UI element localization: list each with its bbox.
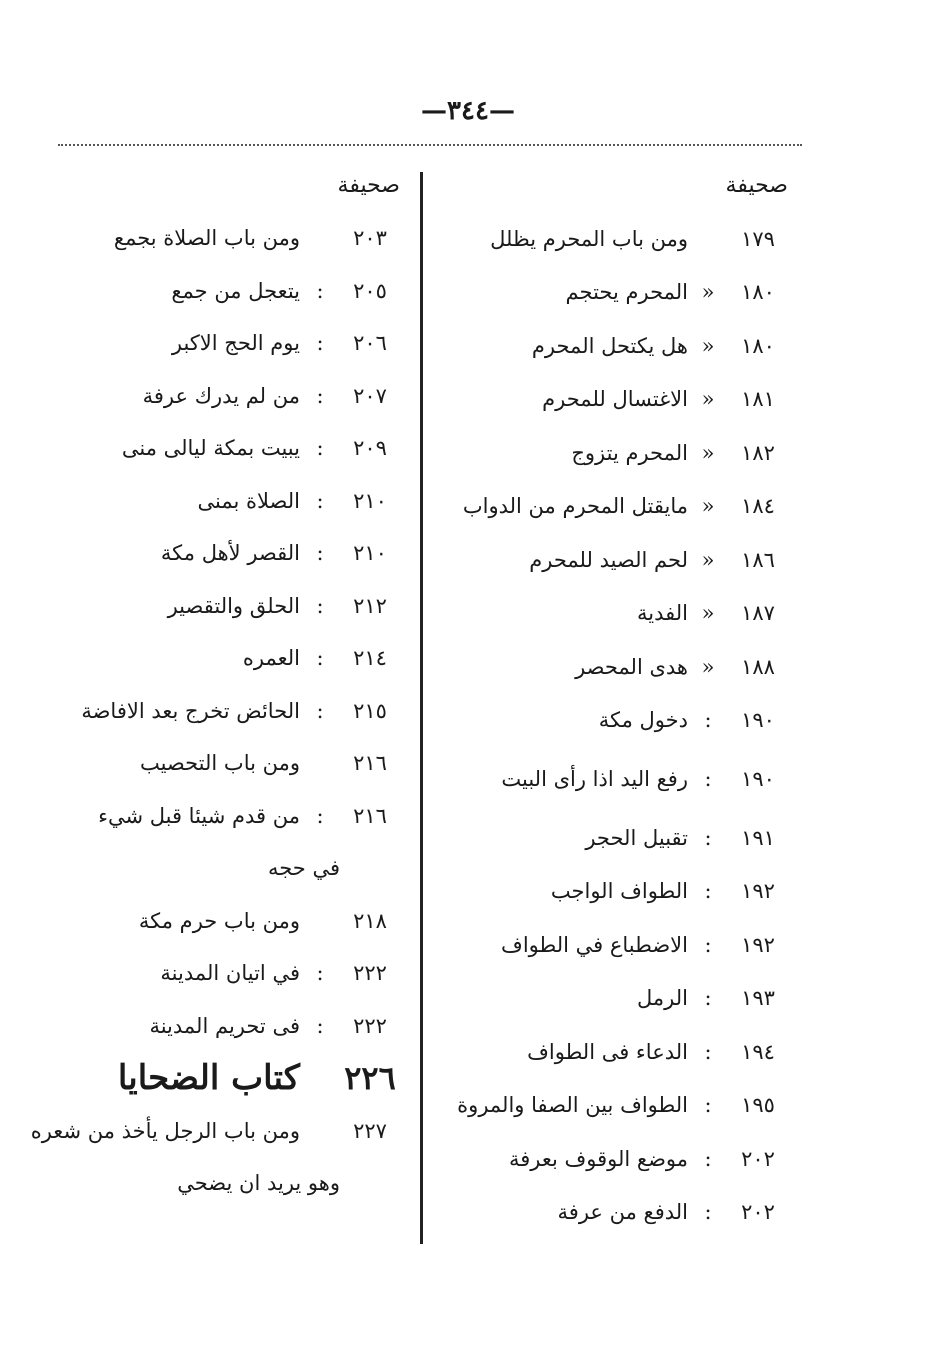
page-number: —٣٤٤— — [421, 96, 515, 126]
entry-title: في اتيان المدينة — [160, 961, 300, 986]
index-column-left — [30, 164, 400, 1210]
ditto-mark: « — [701, 494, 715, 519]
index-entry — [40, 422, 400, 475]
index-entry — [428, 1186, 788, 1240]
column-header: صحيفة — [725, 173, 788, 198]
ditto-mark: : — [704, 825, 712, 850]
index-entry — [428, 212, 788, 266]
index-entry — [428, 1132, 788, 1186]
index-entry — [428, 480, 788, 534]
index-entry — [428, 1025, 788, 1079]
entry-title: الطواف الواجب — [550, 879, 688, 904]
page-ref: ٢١٠ — [353, 541, 387, 566]
page-ref: ٢٢٢ — [353, 1013, 387, 1038]
ditto-mark: « — [701, 333, 715, 358]
entry-title: هدى المحصر — [575, 654, 688, 679]
ditto-mark: : — [316, 646, 324, 671]
page-ref: ٢٢٢ — [353, 961, 387, 986]
ditto-mark: « — [701, 654, 715, 679]
entry-title: الرمل — [637, 986, 688, 1011]
ditto-mark: : — [316, 278, 324, 303]
entry-title: رفع اليد اذا رأى البيت — [501, 767, 688, 791]
index-entry — [428, 266, 788, 320]
index-entry — [40, 1000, 400, 1053]
page-ref: ١٩٠ — [741, 708, 775, 733]
page-ref: ٢٠٣ — [353, 226, 387, 251]
entry-title: ومن باب المحرم يظلل — [490, 226, 688, 251]
index-entry — [40, 317, 400, 370]
entry-title: الحائض تخرج بعد الافاضة — [81, 698, 300, 723]
ditto-mark: : — [316, 1013, 324, 1038]
index-entry — [428, 533, 788, 587]
column-header: صحيفة — [337, 173, 400, 198]
ditto-mark: : — [704, 1093, 712, 1118]
page-ref: ٢٠٢ — [741, 1200, 775, 1225]
page-ref: ١٩٤ — [741, 1039, 775, 1064]
index-entry — [40, 475, 400, 528]
ditto-mark: : — [704, 1039, 712, 1064]
book-section-heading — [40, 1052, 400, 1105]
page-ref: ١٨٦ — [741, 547, 775, 572]
entry-title: دخول مكة — [598, 708, 688, 733]
ditto-mark: : — [704, 932, 712, 957]
index-entry — [428, 972, 788, 1026]
page-ref: ٢٠٧ — [353, 383, 387, 408]
page-ref: ١٨٤ — [741, 494, 775, 519]
entry-title: من لم يدرك عرفة — [142, 383, 300, 408]
entry-title: الصلاة بمنى — [197, 488, 300, 513]
page-ref: ٢٠٩ — [353, 436, 387, 461]
index-entry — [40, 895, 400, 948]
ditto-mark: : — [704, 767, 712, 791]
page-ref: ١٨١ — [741, 387, 775, 412]
index-entry — [428, 694, 788, 748]
ditto-mark: : — [316, 961, 324, 986]
column-divider — [420, 172, 423, 1244]
page-ref: ١٩٣ — [741, 986, 775, 1011]
header-divider — [58, 144, 802, 146]
page-ref: ١٨٧ — [741, 601, 775, 626]
index-entry — [428, 426, 788, 480]
page-ref: ٢١٦ — [353, 751, 387, 776]
index-entry-continuation — [40, 1157, 400, 1210]
ditto-mark: : — [704, 1200, 712, 1225]
entry-title: المحرم يحتجم — [565, 280, 688, 305]
page-ref: ١٨٨ — [741, 654, 775, 679]
entry-title: تقبيل الحجر — [585, 825, 688, 850]
index-entry-continuation — [40, 842, 400, 895]
entry-title: يوم الحج الاكبر — [171, 331, 300, 356]
index-entry — [40, 580, 400, 633]
ditto-mark: : — [316, 803, 324, 828]
entry-title: في حجه — [267, 856, 340, 881]
ditto-mark: : — [704, 879, 712, 904]
ditto-mark: : — [316, 488, 324, 513]
page-ref: ١٧٩ — [741, 226, 775, 251]
entry-title: ومن باب الرجل يأخذ من شعره — [30, 1118, 300, 1143]
page-ref: ٢٢٧ — [353, 1118, 387, 1143]
index-entry — [428, 373, 788, 427]
ditto-mark: : — [316, 541, 324, 566]
section-title: كتاب الضحايا — [117, 1058, 300, 1099]
page-ref: ٢٠٢ — [741, 1146, 775, 1171]
entry-title: ومن باب الصلاة بجمع — [113, 226, 300, 251]
page-ref: ٢١٨ — [353, 908, 387, 933]
entry-title: الدعاء فى الطواف — [527, 1039, 688, 1064]
entry-title: الفدية — [637, 601, 688, 626]
entry-title: الحلق والتقصير — [167, 593, 300, 618]
page-ref: ١٨٢ — [741, 440, 775, 465]
entry-title: يبيت بمكة ليالى منى — [121, 436, 300, 461]
index-entry — [30, 1105, 400, 1158]
ditto-mark: « — [701, 440, 715, 465]
ditto-mark: : — [316, 436, 324, 461]
ditto-mark: : — [316, 331, 324, 356]
ditto-mark: : — [316, 383, 324, 408]
index-entry — [40, 790, 400, 843]
entry-title: ومن باب التحصيب — [139, 751, 300, 776]
page-ref: ١٨٠ — [741, 333, 775, 358]
ditto-mark: : — [704, 1146, 712, 1171]
ditto-mark: : — [316, 593, 324, 618]
entry-title: الطواف بين الصفا والمروة — [457, 1093, 688, 1118]
ditto-mark: : — [316, 698, 324, 723]
index-entry — [428, 811, 788, 865]
entry-title: العمره — [242, 646, 300, 671]
index-entry — [428, 587, 788, 641]
entry-title: من قدم شيئا قبل شيء — [98, 803, 300, 828]
page-ref: ٢١٠ — [353, 488, 387, 513]
ditto-mark: : — [704, 986, 712, 1011]
index-entry — [40, 527, 400, 580]
page-ref: ١٩٥ — [741, 1093, 775, 1118]
page-ref: ١٨٠ — [741, 280, 775, 305]
entry-title: الدفع من عرفة — [557, 1200, 688, 1225]
ditto-mark: « — [701, 387, 715, 412]
index-column-right — [428, 164, 788, 1239]
entry-title: يتعجل من جمع — [171, 278, 300, 303]
ditto-mark: « — [701, 547, 715, 572]
index-entry — [428, 918, 788, 972]
page-ref: ٢١٥ — [353, 698, 387, 723]
index-entry — [428, 747, 788, 811]
index-entry — [40, 265, 400, 318]
index-entry — [40, 370, 400, 423]
page-ref: ١٩٢ — [741, 879, 775, 904]
entry-title: مايقتل المحرم من الدواب — [462, 494, 688, 519]
page-ref: ٢٢٦ — [344, 1059, 396, 1098]
entry-title: وهو يريد ان يضحي — [177, 1171, 340, 1196]
index-entry — [428, 640, 788, 694]
index-entry — [40, 685, 400, 738]
entry-title: فى تحريم المدينة — [149, 1013, 300, 1038]
index-entry — [428, 319, 788, 373]
page-ref: ٢٠٥ — [353, 278, 387, 303]
ditto-mark: : — [704, 708, 712, 733]
page-ref: ٢١٦ — [353, 803, 387, 828]
index-entry — [428, 1079, 788, 1133]
entry-title: المحرم يتزوج — [571, 440, 688, 465]
index-entry — [40, 737, 400, 790]
entry-title: الاغتسال للمحرم — [542, 387, 688, 412]
ditto-mark: « — [701, 601, 715, 626]
entry-title: لحم الصيد للمحرم — [529, 547, 688, 572]
index-entry — [428, 865, 788, 919]
index-entry — [40, 632, 400, 685]
index-entry — [40, 947, 400, 1000]
page-ref: ١٩٠ — [741, 767, 775, 791]
entry-title: القصر لأهل مكة — [160, 541, 300, 566]
page-ref: ٢١٤ — [353, 646, 387, 671]
page-ref: ١٩٢ — [741, 932, 775, 957]
page-ref: ٢١٢ — [353, 593, 387, 618]
page-ref: ١٩١ — [741, 825, 775, 850]
entry-title: الاضطباع في الطواف — [501, 932, 688, 957]
entry-title: ومن باب حرم مكة — [138, 908, 300, 933]
index-entry — [40, 212, 400, 265]
page-ref: ٢٠٦ — [353, 331, 387, 356]
ditto-mark: « — [701, 280, 715, 305]
entry-title: موضع الوقوف بعرفة — [508, 1146, 688, 1171]
entry-title: هل يكتحل المحرم — [531, 333, 688, 358]
